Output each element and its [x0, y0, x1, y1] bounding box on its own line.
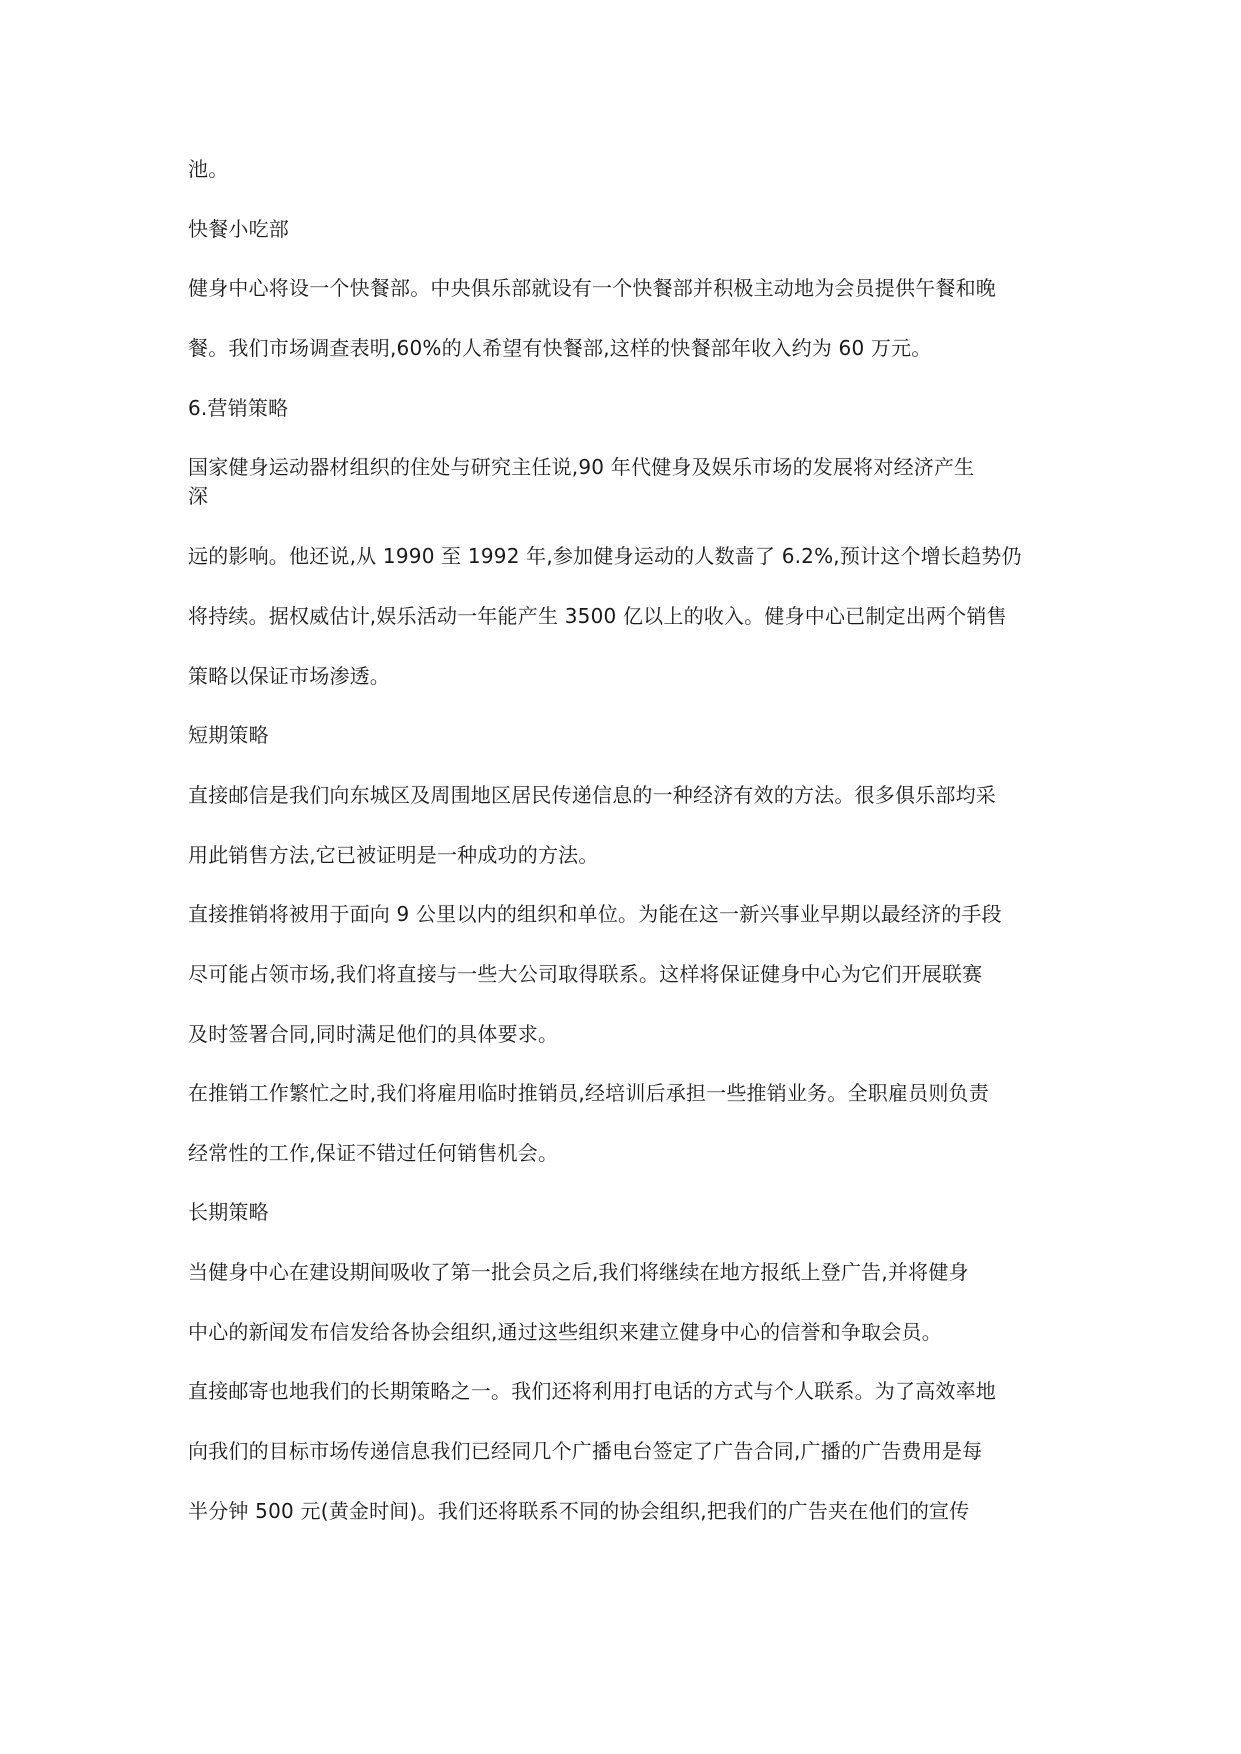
text-line: 池。 — [188, 157, 229, 181]
text-line: 直接邮信是我们向东城区及周围地区居民传递信息的一种经济有效的方法。很多俱乐部均采 — [188, 783, 996, 807]
text-line: 用此销售方法,它已被证明是一种成功的方法。 — [188, 843, 599, 867]
text-line: 在推销工作繁忙之时,我们将雇用临时推销员,经培训后承担一些推销业务。全职雇员则负责 — [188, 1081, 989, 1105]
section-heading: 快餐小吃部 — [188, 217, 289, 241]
text-line: 半分钟 500 元(黄金时间)。我们还将联系不同的协会组织,把我们的广告夹在他们的宣传 — [188, 1499, 970, 1523]
text-line: 当健身中心在建设期间吸收了第一批会员之后,我们将继续在地方报纸上登广告,并将健身 — [188, 1260, 969, 1284]
text-line: 将持续。据权威估计,娱乐活动一年能产生 3500 亿以上的收入。健身中心已制定出两个销售 — [188, 604, 1007, 628]
text-line: 策略以保证市场渗透。 — [188, 664, 390, 688]
text-line: 国家健身运动器材组织的住处与研究主任说,90 年代健身及娱乐市场的发展将对经济产生 — [188, 455, 975, 479]
section-heading: 长期策略 — [188, 1200, 269, 1224]
text-line: 远的影响。他还说,从 1990 至 1992 年,参加健身运动的人数啬了 6.2%,预计这个增长趋势仍 — [188, 544, 1022, 568]
text-line: 及时签署合同,同时满足他们的具体要求。 — [188, 1022, 559, 1046]
text-line: 直接推销将被用于面向 9 公里以内的组织和单位。为能在这一新兴事业早期以最经济的手段 — [188, 902, 1002, 926]
text-line: 向我们的目标市场传递信息我们已经同几个广播电台签定了广告合同,广播的广告费用是每 — [188, 1439, 983, 1463]
text-line: 中心的新闻发布信发给各协会组织,通过这些组织来建立健身中心的信誉和争取会员。 — [188, 1320, 942, 1344]
section-heading: 短期策略 — [188, 723, 269, 747]
section-heading: 6.营销策略 — [188, 396, 289, 420]
text-line: 直接邮寄也地我们的长期策略之一。我们还将利用打电话的方式与个人联系。为了高效率地 — [188, 1379, 996, 1403]
text-line: 餐。我们市场调查表明,60%的人希望有快餐部,这样的快餐部年收入约为 60 万元。 — [188, 336, 932, 360]
text-line: 健身中心将设一个快餐部。中央俱乐部就设有一个快餐部并积极主动地为会员提供午餐和晚 — [188, 276, 996, 300]
text-line: 尽可能占领市场,我们将直接与一些大公司取得联系。这样将保证健身中心为它们开展联赛 — [188, 962, 983, 986]
text-line: 深 — [188, 484, 209, 508]
text-line: 经常性的工作,保证不错过任何销售机会。 — [188, 1141, 559, 1165]
